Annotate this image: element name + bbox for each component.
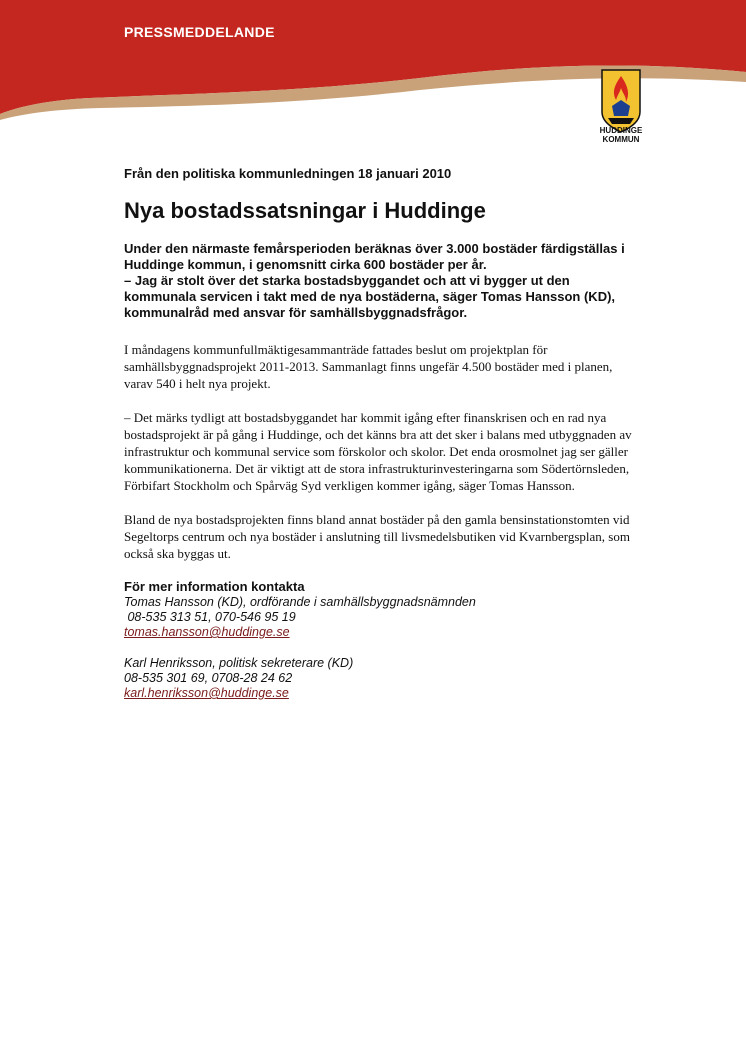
logo-text-line1: HUDDINGE	[599, 126, 643, 135]
body-paragraph: Bland de nya bostadsprojekten finns bland annat bostäder på den gamla bensinstationstomten vid Segeltorps centrum och nya bostäder i anslutning till livsmedelsbutiken vid Kvarnbergsplan, som också ska byggas ut.	[124, 512, 630, 561]
contact-name-role: Karl Henriksson, politisk sekreterare (KD)	[124, 656, 354, 670]
contact-block	[124, 656, 644, 701]
body-paragraph: I måndagens kommunfullmäktigesammanträde fattades beslut om projektplan för samhällsbyggnadsprojekt 2011-2013. Sammanlagt finns ungefär 4.500 bostäder med i planen, varav 540 i helt nya projekt.	[124, 342, 613, 391]
lead	[124, 241, 644, 321]
contact-block	[124, 595, 644, 640]
contact-email-link[interactable]: karl.henriksson@huddinge.se	[124, 686, 289, 700]
lead-paragraph-2: – Jag är stolt över det starka bostadsbyggandet och att vi bygger ut den kommunala servicen i takt med de nya bostäderna, säger Tomas Hansson (KD), kommunalråd med ansvar för samhällsbyggnadsfrågor.	[124, 273, 616, 320]
contact-heading: För mer information kontakta	[124, 579, 305, 594]
logo-text-line2: KOMMUN	[602, 135, 640, 144]
headline: Nya bostadssatsningar i Huddinge	[124, 198, 486, 223]
body-paragraph: – Det märks tydligt att bostadsbyggandet har kommit igång efter finanskrisen och en rad nya bostadsprojekt är på gång i Huddinge, och det känns bra att det sker i balans med utbyggnaden av infrastruktur och kommunal service som förskolor och skolor. Det enda orosmolnet jag ser gäller kommunikationerna. Det är viktigt att de stora infrastrukturinvesteringarna som Södertörnsleden, Förbifart Stockholm och Spårväg Syd verkligen kommer igång, säger Tomas Hansson.	[124, 410, 632, 493]
article	[124, 166, 644, 701]
dateline: Från den politiska kommunledningen 18 januari 2010	[124, 166, 452, 181]
contact-email-link[interactable]: tomas.hansson@huddinge.se	[124, 625, 290, 639]
logo-wordmark	[590, 126, 652, 144]
contact-phones: 08-535 301 69, 0708-28 24 62	[124, 671, 293, 685]
press-release-label: PRESSMEDDELANDE	[124, 24, 275, 40]
contact-phones: 08-535 313 51, 070-546 95 19	[124, 610, 296, 624]
lead-paragraph-1: Under den närmaste femårsperioden beräknas över 3.000 bostäder färdigställas i Huddinge kommun, i genomsnitt cirka 600 bostäder per år.	[124, 241, 625, 272]
contact-name-role: Tomas Hansson (KD), ordförande i samhällsbyggnadsnämnden	[124, 595, 476, 609]
